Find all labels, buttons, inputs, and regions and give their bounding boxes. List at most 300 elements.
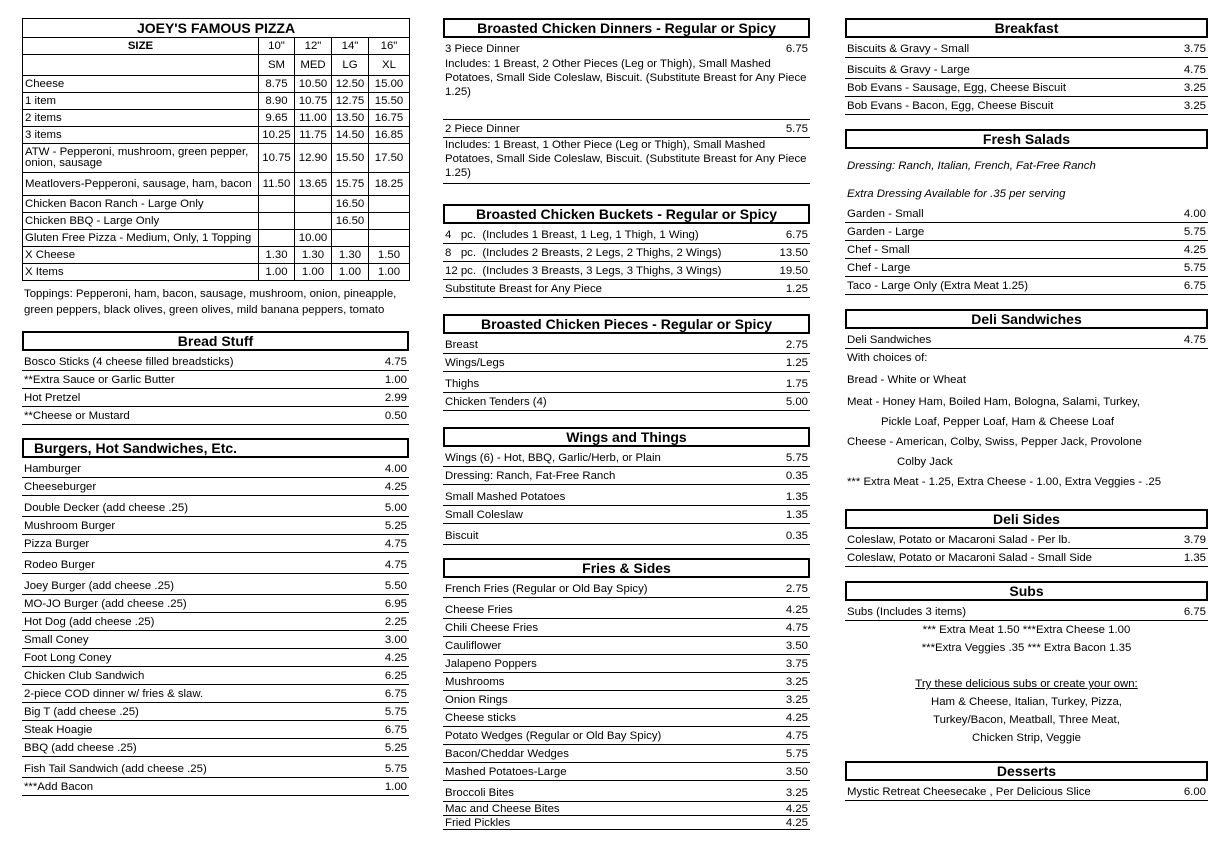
- list-item: [443, 226, 810, 244]
- item-name: Chicken Tenders (4): [445, 396, 547, 408]
- subs-list-3: Chicken Strip, Veggie: [972, 732, 1081, 744]
- list-item: [845, 259, 1208, 277]
- pizza-row-name: Cheese: [23, 76, 259, 93]
- item-price: 0.35: [785, 530, 808, 542]
- item-price: 2.99: [384, 392, 407, 404]
- item-description: Includes: 1 Breast, 2 Other Pieces (Leg or Thigh), Small Mashed Potatoes, Small Side Coleslaw, Biscuit. (Substitute Breast for Any Piece 1.25): [443, 57, 810, 120]
- section-title: Bread Stuff: [22, 331, 409, 351]
- desserts-section: [845, 761, 1208, 801]
- item-name: Onion Rings: [445, 694, 508, 706]
- item-name: Chef - Small: [847, 244, 910, 256]
- list-item: [443, 816, 810, 830]
- item-price: 2.75: [785, 583, 808, 595]
- list-item: [443, 506, 810, 524]
- item-name: Cheese sticks: [445, 712, 516, 724]
- list-item: [845, 58, 1208, 79]
- column-right: [845, 18, 1208, 814]
- item-price: 1.35: [785, 491, 808, 503]
- price: 18.25: [369, 173, 410, 196]
- price: [369, 196, 410, 213]
- item-price: 5.75: [785, 452, 808, 464]
- price: 10.50: [295, 76, 332, 93]
- item-price: 4.75: [384, 356, 407, 368]
- list-item: [22, 496, 409, 517]
- price: 16.75: [369, 110, 410, 127]
- list-item: [22, 721, 409, 739]
- price: [369, 213, 410, 230]
- price: 14.50: [332, 127, 369, 144]
- item-price: 19.50: [779, 265, 808, 277]
- item-price: 5.00: [785, 396, 808, 408]
- size-name-lg: LG: [332, 55, 369, 76]
- deli-cheese-cont: Colby Jack: [897, 456, 953, 468]
- item-price: 6.95: [384, 598, 407, 610]
- item-name: Joey Burger (add cheese .25): [24, 580, 175, 592]
- item-name: Cheeseburger: [24, 481, 97, 493]
- section-title: Burgers, Hot Sandwiches, Etc.: [22, 438, 409, 458]
- pizza-row-name: X Cheese: [23, 247, 259, 264]
- price: 13.65: [295, 173, 332, 196]
- price: 17.50: [369, 144, 410, 173]
- deli-meat: Meat - Honey Ham, Boiled Ham, Bologna, Salami, Turkey,: [847, 396, 1140, 408]
- list-item: [845, 783, 1208, 801]
- deli-section: [845, 309, 1208, 493]
- price: 12.75: [332, 93, 369, 110]
- deli-choices: With choices of:: [847, 352, 928, 364]
- subs-list-1: Ham & Cheese, Italian, Turkey, Pizza,: [931, 696, 1122, 708]
- pizza-row: [23, 213, 410, 230]
- item-name: Foot Long Coney: [24, 652, 112, 664]
- item-price: 4.75: [1183, 64, 1206, 76]
- size-name-sm: SM: [259, 55, 295, 76]
- list-item: [443, 262, 810, 280]
- section-title: Fries & Sides: [443, 558, 810, 578]
- list-item: [443, 619, 810, 637]
- list-item: [443, 449, 810, 467]
- price: [259, 196, 295, 213]
- item-price: 5.00: [384, 502, 407, 514]
- price: 15.75: [332, 173, 369, 196]
- item-name: Potato Wedges (Regular or Old Bay Spicy): [445, 730, 662, 742]
- burgers-section: [22, 438, 409, 796]
- pieces-section: [443, 314, 810, 411]
- item-price: 3.75: [785, 658, 808, 670]
- item-name: Chef - Large: [847, 262, 911, 274]
- price: 9.65: [259, 110, 295, 127]
- list-item: [845, 79, 1208, 97]
- item-name: French Fries (Regular or Old Bay Spicy): [445, 583, 648, 595]
- pizza-row: [23, 144, 410, 173]
- item-price: 1.35: [1183, 552, 1206, 564]
- price: [259, 230, 295, 247]
- item-price: 4.75: [384, 559, 407, 571]
- price: 1.00: [259, 264, 295, 281]
- salad-extra-note: Extra Dressing Available for .35 per serving: [847, 188, 1066, 200]
- list-item: [443, 354, 810, 372]
- item-name: Mushroom Burger: [24, 520, 116, 532]
- toppings-note: Toppings: Pepperoni, ham, bacon, sausage, mushroom, onion, pineapple, green peppers, black olives, green olives, mild banana peppers, tomato: [24, 288, 397, 316]
- size-14: 14": [332, 38, 369, 55]
- item-name: Dressing: Ranch, Fat-Free Ranch: [445, 470, 616, 482]
- price: 11.00: [295, 110, 332, 127]
- item-price: 2.25: [384, 616, 407, 628]
- list-item: [22, 553, 409, 574]
- section-title: Broasted Chicken Pieces - Regular or Spicy: [443, 314, 810, 334]
- price: 11.75: [295, 127, 332, 144]
- item-price: 4.25: [785, 604, 808, 616]
- item-price: 2.75: [785, 339, 808, 351]
- price: 10.75: [295, 93, 332, 110]
- list-item: [443, 709, 810, 727]
- bread-section: [22, 331, 409, 425]
- list-item: [443, 580, 810, 598]
- pizza-row: [23, 247, 410, 264]
- item-name: Wings/Legs: [445, 357, 505, 369]
- item-name: Fried Pickles: [445, 817, 511, 829]
- item-price: 4.25: [785, 712, 808, 724]
- price: 15.50: [332, 144, 369, 173]
- item-price: 3.50: [785, 640, 808, 652]
- item-price: 6.75: [1183, 280, 1206, 292]
- section-title: Fresh Salads: [845, 129, 1208, 149]
- list-item: [443, 467, 810, 485]
- item-price: 5.25: [384, 520, 407, 532]
- price: 1.30: [295, 247, 332, 264]
- item-name: Biscuits & Gravy - Small: [847, 43, 970, 55]
- item-description: Includes: 1 Breast, 1 Other Piece (Leg or Thigh), Small Mashed Potatoes, Small Side Coleslaw, Biscuit. (Substitute Breast for Any Piece 1.25): [443, 137, 810, 184]
- item-name: Thighs: [445, 378, 480, 390]
- deli-sides-section: [845, 509, 1208, 567]
- item-name: 4 pc. (Includes 1 Breast, 1 Leg, 1 Thigh, 1 Wing): [445, 229, 699, 241]
- item-price: 5.75: [785, 123, 808, 135]
- pizza-row: [23, 196, 410, 213]
- list-item: [443, 244, 810, 262]
- item-name: Mystic Retreat Cheesecake , Per Delicious Slice: [847, 786, 1091, 798]
- item-name: Double Decker (add cheese .25): [24, 502, 188, 514]
- column-left: [22, 18, 409, 809]
- pizza-row-name: Gluten Free Pizza - Medium, Only, 1 Topping: [23, 230, 259, 247]
- item-price: 13.50: [779, 247, 808, 259]
- list-item: [22, 739, 409, 757]
- item-name: Bacon/Cheddar Wedges: [445, 748, 569, 760]
- item-name: Subs (Includes 3 items): [847, 606, 967, 618]
- item-price: 3.00: [384, 634, 407, 646]
- size-name-med: MED: [295, 55, 332, 76]
- item-price: 4.25: [1183, 244, 1206, 256]
- item-name: Garden - Small: [847, 208, 924, 220]
- item-price: 5.50: [384, 580, 407, 592]
- price: 12.50: [332, 76, 369, 93]
- price: 10.00: [295, 230, 332, 247]
- list-item: [443, 336, 810, 354]
- list-item: [22, 517, 409, 535]
- item-name: Wings (6) - Hot, BBQ, Garlic/Herb, or Plain: [445, 452, 661, 464]
- item-price: 6.75: [384, 724, 407, 736]
- pizza-row-name: Chicken BBQ - Large Only: [23, 213, 259, 230]
- list-item: [443, 745, 810, 763]
- size-10: 10": [259, 38, 295, 55]
- list-item: [22, 703, 409, 721]
- deli-cheese: Cheese - American, Colby, Swiss, Pepper Jack, Provolone: [847, 436, 1142, 448]
- list-item: [845, 205, 1208, 223]
- column-middle: [443, 18, 810, 843]
- item-price: 6.75: [785, 43, 808, 55]
- dinners-section: [443, 18, 810, 184]
- item-price: 5.75: [1183, 226, 1206, 238]
- item-name: Bob Evans - Bacon, Egg, Cheese Biscuit: [847, 100, 1054, 112]
- list-item: [443, 673, 810, 691]
- item-price: 0.50: [384, 410, 407, 422]
- list-item: [443, 40, 810, 57]
- pizza-row-name: 3 items: [23, 127, 259, 144]
- item-name: Small Mashed Potatoes: [445, 491, 566, 503]
- list-item: [443, 280, 810, 298]
- item-price: 3.25: [785, 787, 808, 799]
- subs-extra-2: ***Extra Veggies .35 *** Extra Bacon 1.35: [921, 642, 1132, 654]
- item-name: **Cheese or Mustard: [24, 410, 130, 422]
- list-item: [443, 393, 810, 411]
- item-price: 3.50: [785, 766, 808, 778]
- list-item: [22, 478, 409, 496]
- pizza-title: JOEY'S FAMOUS PIZZA: [23, 19, 410, 38]
- list-item: [443, 781, 810, 802]
- item-name: Big T (add cheese .25): [24, 706, 139, 718]
- list-item: [443, 372, 810, 393]
- item-name: Chili Cheese Fries: [445, 622, 539, 634]
- price: [295, 213, 332, 230]
- subs-try: Try these delicious subs or create your own:: [915, 678, 1138, 690]
- pizza-row-name: 1 item: [23, 93, 259, 110]
- pizza-row: [23, 110, 410, 127]
- item-name: Breast: [445, 339, 478, 351]
- item-name: Pizza Burger: [24, 538, 90, 550]
- item-name: Small Coleslaw: [445, 509, 523, 521]
- section-title: Wings and Things: [443, 427, 810, 447]
- price: 16.85: [369, 127, 410, 144]
- size-16: 16": [369, 38, 410, 55]
- list-item: [443, 727, 810, 745]
- list-item: [845, 277, 1208, 295]
- item-price: 0.35: [785, 470, 808, 482]
- item-name: 8 pc. (Includes 2 Breasts, 2 Legs, 2 Thighs, 2 Wings): [445, 247, 722, 259]
- item-price: 3.79: [1183, 534, 1206, 546]
- list-item: [22, 535, 409, 553]
- item-name: Chicken Club Sandwich: [24, 670, 145, 682]
- price: 1.00: [332, 264, 369, 281]
- item-price: 4.25: [785, 803, 808, 815]
- item-price: 4.25: [785, 817, 808, 829]
- list-item: [845, 241, 1208, 259]
- price: 11.50: [259, 173, 295, 196]
- item-price: 1.75: [785, 378, 808, 390]
- pizza-row: [23, 127, 410, 144]
- item-name: Bosco Sticks (4 cheese filled breadsticks): [24, 356, 234, 368]
- list-item: [443, 485, 810, 506]
- item-name: ***Add Bacon: [24, 781, 94, 793]
- list-item: [845, 331, 1208, 349]
- item-price: 5.75: [384, 706, 407, 718]
- list-item: [22, 649, 409, 667]
- list-item: [443, 598, 810, 619]
- list-item: [22, 371, 409, 389]
- item-name: Steak Hoagie: [24, 724, 93, 736]
- list-item: [22, 778, 409, 796]
- list-item: [22, 389, 409, 407]
- section-title: Desserts: [845, 761, 1208, 781]
- item-price: 5.25: [384, 742, 407, 754]
- item-price: 4.25: [384, 652, 407, 664]
- item-name: Mashed Potatoes-Large: [445, 766, 567, 778]
- list-item: [845, 40, 1208, 58]
- item-name: Biscuit: [445, 530, 479, 542]
- pizza-table: [22, 18, 410, 281]
- subs-section: [845, 581, 1208, 747]
- price: 1.00: [369, 264, 410, 281]
- subs-extra-1: *** Extra Meat 1.50 ***Extra Cheese 1.00: [922, 624, 1131, 636]
- price: [332, 230, 369, 247]
- item-price: 3.25: [1183, 100, 1206, 112]
- item-name: Biscuits & Gravy - Large: [847, 64, 970, 76]
- list-item: [22, 574, 409, 595]
- item-name: Taco - Large Only (Extra Meat 1.25): [847, 280, 1029, 292]
- item-price: 3.25: [785, 694, 808, 706]
- item-name: 3 Piece Dinner: [445, 43, 520, 55]
- list-item: [845, 531, 1208, 549]
- pizza-row: [23, 264, 410, 281]
- list-item: [22, 667, 409, 685]
- list-item: [845, 603, 1208, 621]
- item-price: 4.75: [384, 538, 407, 550]
- salads-section: [845, 129, 1208, 295]
- section-title: Deli Sandwiches: [845, 309, 1208, 329]
- item-name: Jalapeno Poppers: [445, 658, 537, 670]
- price: 1.30: [259, 247, 295, 264]
- item-price: 5.75: [785, 748, 808, 760]
- section-title: Broasted Chicken Dinners - Regular or Spicy: [443, 18, 810, 38]
- item-price: 4.00: [384, 463, 407, 475]
- price: 16.50: [332, 196, 369, 213]
- section-title: Deli Sides: [845, 509, 1208, 529]
- deli-meat-cont: Pickle Loaf, Pepper Loaf, Ham & Cheese Loaf: [881, 416, 1115, 428]
- wings-section: [443, 427, 810, 545]
- price: [295, 196, 332, 213]
- list-item: [443, 691, 810, 709]
- item-price: 4.25: [384, 481, 407, 493]
- item-price: 4.75: [785, 622, 808, 634]
- pizza-row-name: X Items: [23, 264, 259, 281]
- item-name: Fish Tail Sandwich (add cheese .25): [24, 763, 207, 775]
- item-name: Mushrooms: [445, 676, 505, 688]
- deli-bread: Bread - White or Wheat: [847, 374, 967, 386]
- pizza-row-name: ATW - Pepperoni, mushroom, green pepper, onion, sausage: [23, 144, 259, 173]
- item-name: Hot Dog (add cheese .25): [24, 616, 155, 628]
- item-name: Bob Evans - Sausage, Egg, Cheese Biscuit: [847, 82, 1067, 94]
- item-price: 4.00: [1183, 208, 1206, 220]
- item-price: 5.75: [1183, 262, 1206, 274]
- item-name: Hot Pretzel: [24, 392, 81, 404]
- item-price: 6.75: [1183, 606, 1206, 618]
- list-item: [22, 613, 409, 631]
- item-price: 1.25: [785, 283, 808, 295]
- pizza-row: [23, 76, 410, 93]
- item-price: 6.00: [1183, 786, 1206, 798]
- item-name: 2 Piece Dinner: [445, 123, 520, 135]
- item-name: Cauliflower: [445, 640, 502, 652]
- item-name: **Extra Sauce or Garlic Butter: [24, 374, 175, 386]
- item-price: 1.00: [384, 781, 407, 793]
- buckets-section: [443, 204, 810, 298]
- price: [259, 213, 295, 230]
- pizza-row-name: 2 items: [23, 110, 259, 127]
- item-price: 3.75: [1183, 43, 1206, 55]
- list-item: [22, 353, 409, 371]
- list-item: [443, 637, 810, 655]
- item-price: 6.75: [384, 688, 407, 700]
- price: 1.30: [332, 247, 369, 264]
- subs-list-2: Turkey/Bacon, Meatball, Three Meat,: [933, 714, 1120, 726]
- item-price: 1.25: [785, 357, 808, 369]
- fries-section: [443, 558, 810, 830]
- item-price: 3.25: [785, 676, 808, 688]
- item-name: Mac and Cheese Bites: [445, 803, 560, 815]
- item-price: 3.25: [1183, 82, 1206, 94]
- price: 16.50: [332, 213, 369, 230]
- item-name: Substitute Breast for Any Piece: [445, 283, 603, 295]
- size-label: SIZE: [23, 38, 259, 55]
- item-name: MO-JO Burger (add cheese .25): [24, 598, 187, 610]
- list-item: [443, 763, 810, 781]
- pizza-row-name: Meatlovers-Pepperoni, sausage, ham, bacon: [23, 173, 259, 196]
- item-name: Garden - Large: [847, 226, 925, 238]
- item-name: Broccoli Bites: [445, 787, 515, 799]
- list-item: [443, 524, 810, 545]
- list-item: [443, 120, 810, 137]
- price: 15.00: [369, 76, 410, 93]
- list-item: [22, 595, 409, 613]
- pizza-row-name: Chicken Bacon Ranch - Large Only: [23, 196, 259, 213]
- item-name: Deli Sandwiches: [847, 334, 932, 346]
- breakfast-section: [845, 18, 1208, 115]
- section-title: Broasted Chicken Buckets - Regular or Spicy: [443, 204, 810, 224]
- item-price: 4.75: [1183, 334, 1206, 346]
- price: [369, 230, 410, 247]
- pizza-row: [23, 93, 410, 110]
- price: 1.50: [369, 247, 410, 264]
- item-name: 2-piece COD dinner w/ fries & slaw.: [24, 688, 204, 700]
- list-item: [845, 223, 1208, 241]
- price: 1.00: [295, 264, 332, 281]
- list-item: [22, 631, 409, 649]
- list-item: [22, 685, 409, 703]
- item-name: Coleslaw, Potato or Macaroni Salad - Small Side: [847, 552, 1093, 564]
- item-name: Coleslaw, Potato or Macaroni Salad - Per lb.: [847, 534, 1071, 546]
- list-item: [845, 549, 1208, 567]
- pizza-row: [23, 230, 410, 247]
- item-name: Hamburger: [24, 463, 81, 475]
- item-price: 5.75: [384, 763, 407, 775]
- salad-dressing-note: Dressing: Ranch, Italian, French, Fat-Free Ranch: [847, 160, 1096, 172]
- deli-extras: *** Extra Meat - 1.25, Extra Cheese - 1.00, Extra Veggies - .25: [847, 476, 1162, 488]
- item-name: BBQ (add cheese .25): [24, 742, 137, 754]
- section-title: Breakfast: [845, 18, 1208, 38]
- item-name: Cheese Fries: [445, 604, 513, 616]
- item-price: 1.00: [384, 374, 407, 386]
- list-item: [443, 802, 810, 816]
- list-item: [22, 757, 409, 778]
- size-name-xl: XL: [369, 55, 410, 76]
- list-item: [443, 655, 810, 673]
- list-item: [22, 460, 409, 478]
